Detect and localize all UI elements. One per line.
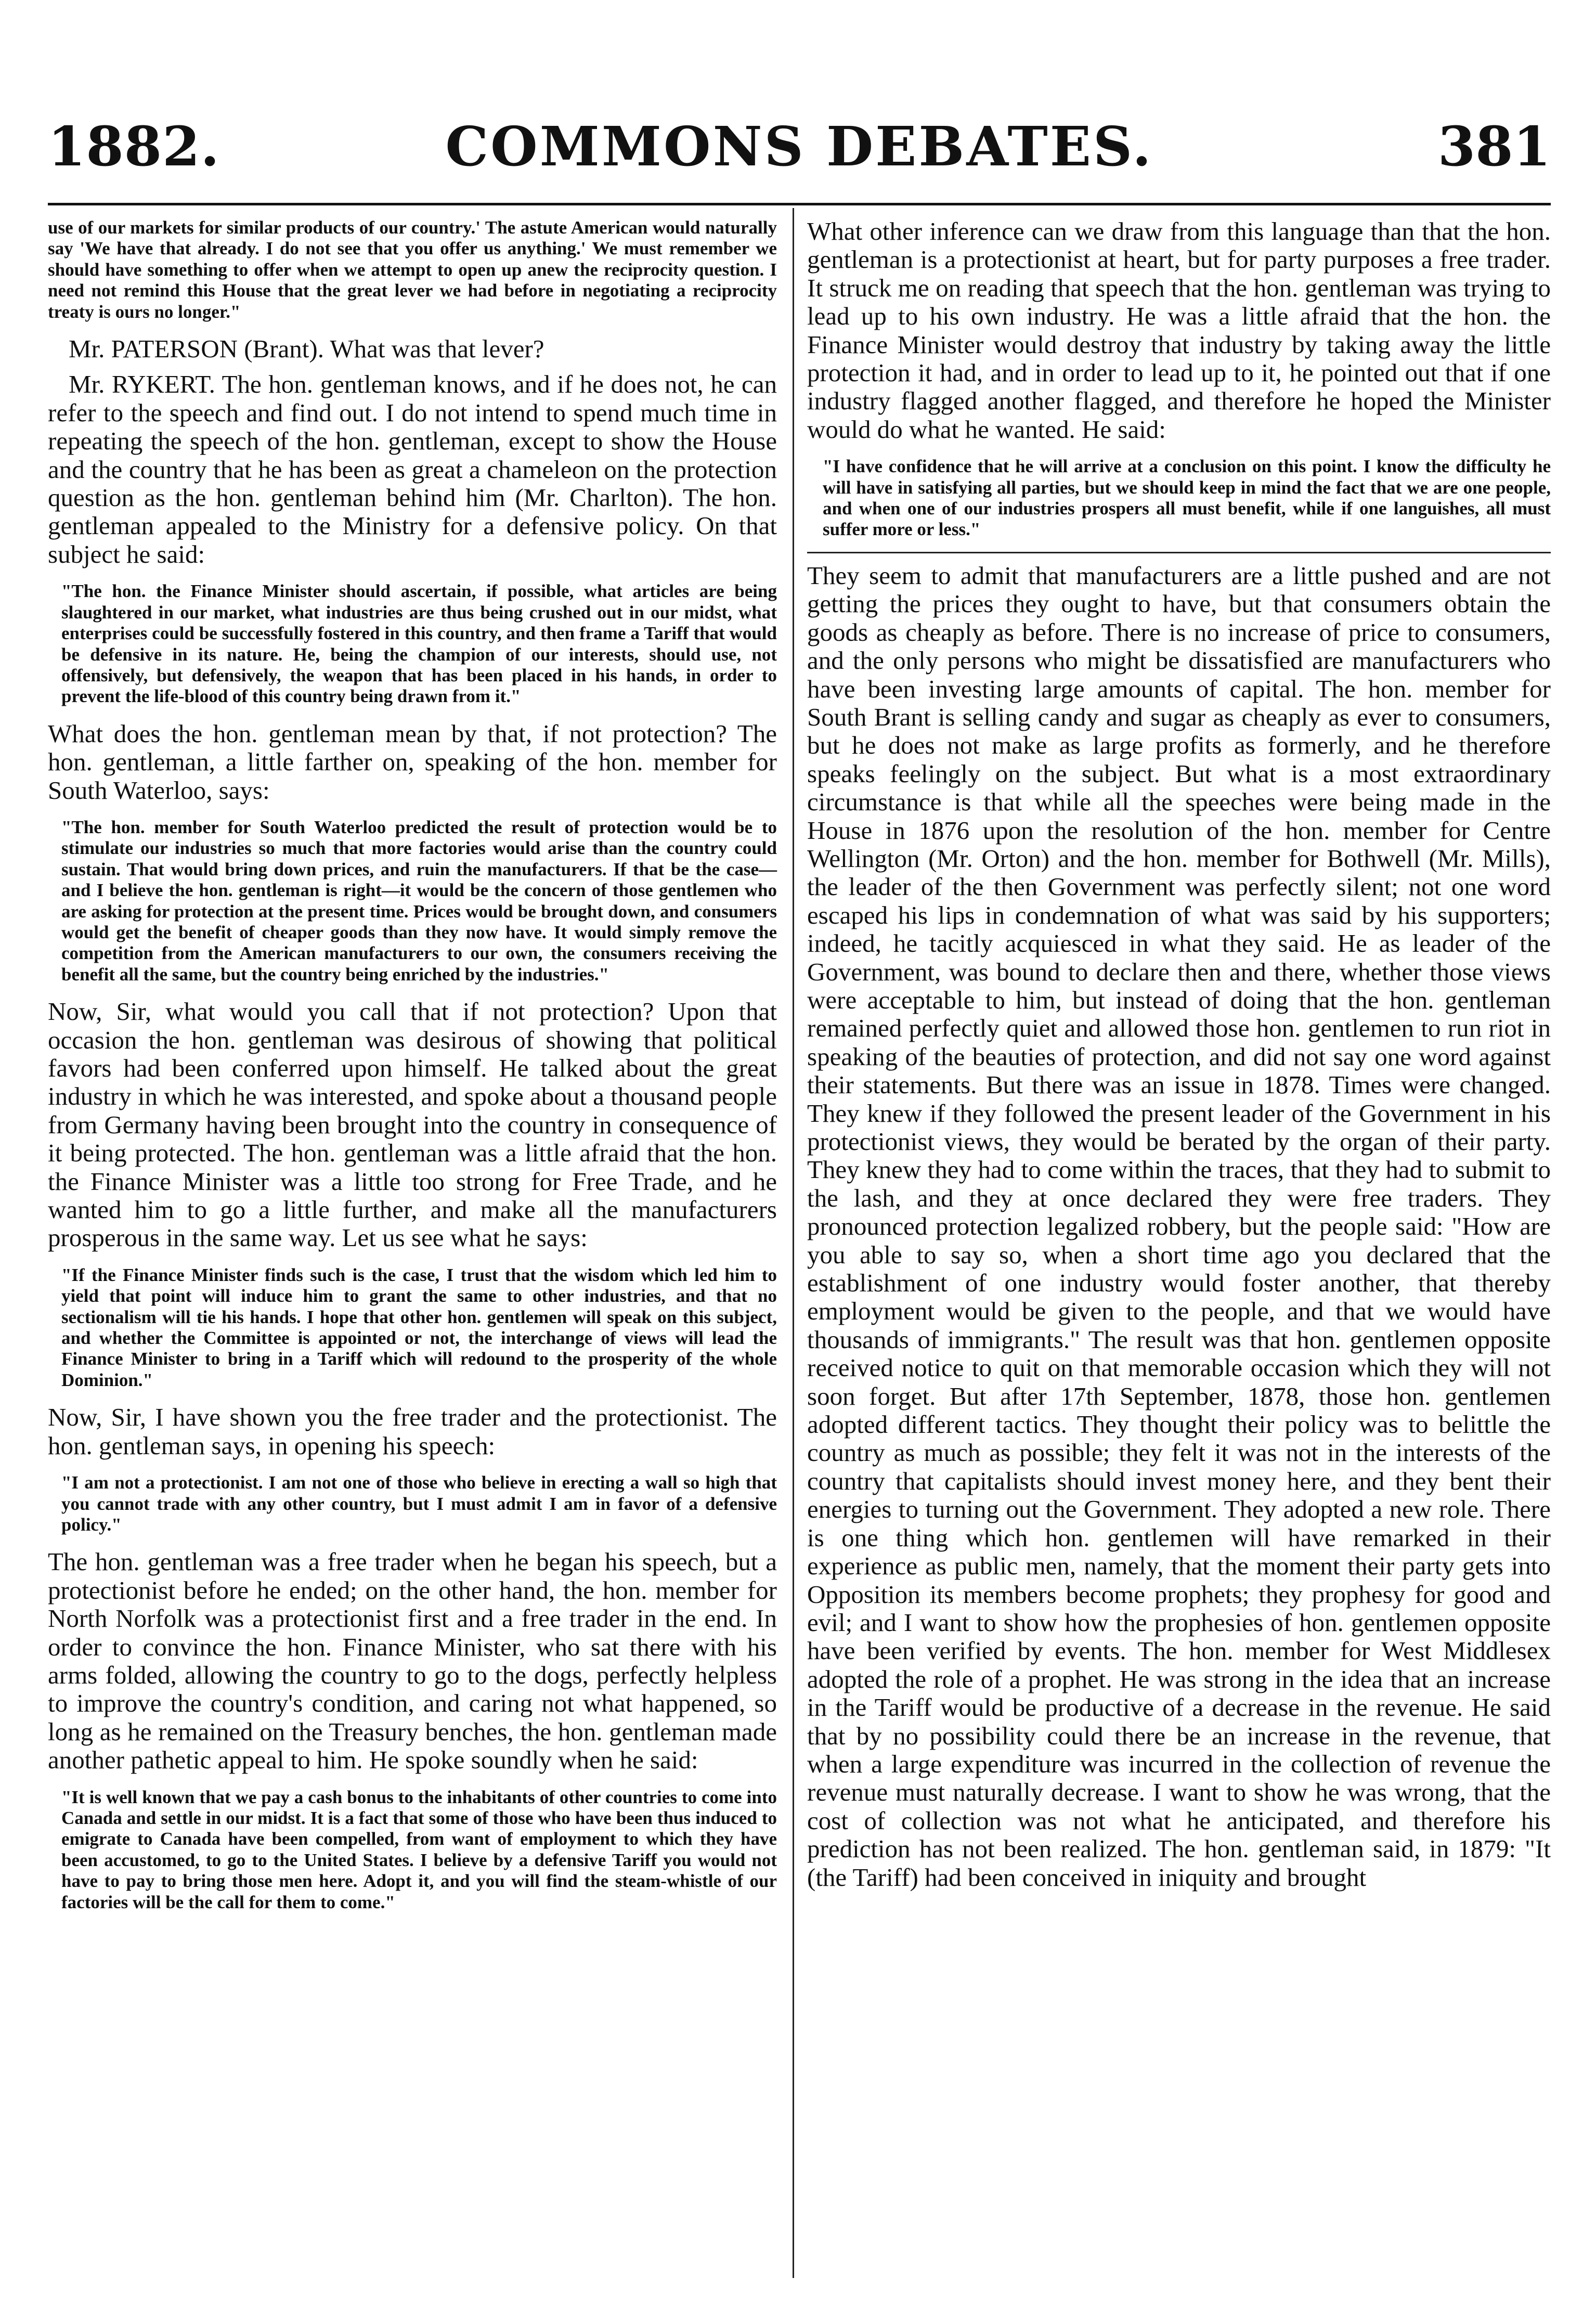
quote-block: use of our markets for similar products of our country.' The astute American would naturally say 'We have that already. I do not see that you offer us anything.' We must remember we should have something to offer when we attempt to open up anew the reciprocity question. I need not remind this House that the great lever we had before in negotiating a reciprocity treaty is ours no longer." <box>48 217 777 322</box>
paragraph: What other inference can we draw from this language than that the hon. gentleman is a protectionist at heart, but for party purposes a free trader. It struck me on reading that speech that the hon. gentleman was trying to lead up to his own industry. He was a little afraid that the hon. the Finance Minister would destroy that industry by taking away the little protection it had, and in order to lead up to it, he pointed out that if one industry flagged another flagged, and therefore he hoped the Minister would do what he wanted. He said: <box>807 217 1551 444</box>
quote-block: "I am not a protectionist. I am not one of those who believe in erecting a wall so high that you cannot trade with any other country, but I must admit I am in favor of a defensive policy." <box>61 1472 777 1535</box>
quote-block: "The hon. the Finance Minister should ascertain, if possible, what articles are being slaughtered in our market, what industries are thus being crushed out in our midst, what enterprises could be successfully fostered in this country, and then frame a Tariff that would be defensive in its nature. He, being the champion of our interests, should use, not offensively, but defensively, the weapon that has been placed in his hands, in order to prevent the life-blood of this country being drawn from it." <box>61 581 777 707</box>
left-column <box>48 217 777 1913</box>
paragraph: The hon. gentleman was a free trader when he began his speech, but a protectionist before he ended; on the other hand, the hon. member for North Norfolk was a protectionist first and a free trader in the end. In order to convince the hon. Finance Minister, who sat there with his arms folded, allowing the country to go to the dogs, perfectly helpless to improve the country's condition, and caring not what happened, so long as he remained on the Treasury benches, the hon. gentleman made another pathetic appeal to him. He spoke soundly when he said: <box>48 1547 777 1775</box>
header-title: COMMONS DEBATES. <box>445 114 1153 178</box>
header-year: 1882. <box>48 114 220 178</box>
page-header <box>48 114 1551 182</box>
paragraph: What does the hon. gentleman mean by that, if not protection? The hon. gentleman, a little farther on, speaking of the hon. member for South Waterloo, says: <box>48 719 777 805</box>
quote-block: "If the Finance Minister finds such is the case, I trust that the wisdom which led him to yield that point will induce him to grant the same to other industries, and that no sectionalism will tie his hands. I hope that other hon. gentlemen will speak on this subject, and whether the Committee is appointed or not, the interchange of views will lead the Finance Minister to bring in a Tariff which will redound to the prosperity of the whole Dominion." <box>61 1264 777 1390</box>
header-rule <box>48 203 1551 205</box>
paragraph: Now, Sir, I have shown you the free trader and the protectionist. The hon. gentleman says, in opening his speech: <box>48 1403 777 1460</box>
right-column <box>807 217 1551 1892</box>
paragraph: Mr. RYKERT. The hon. gentleman knows, and if he does not, he can refer to the speech and find out. I do not intend to spend much time in repeating the speech of the hon. gentleman, except to show the House and the country that he has been as great a chameleon on the protection question as the hon. gentleman behind him (Mr. Charlton). The hon. gentleman appealed to the Ministry for a defensive policy. On that subject he said: <box>48 370 777 568</box>
quote-block: "It is well known that we pay a cash bonus to the inhabitants of other countries to come into Canada and settle in our midst. It is a fact that some of those who have been thus induced to emigrate to Canada have been compelled, from want of employment to which they have been accustomed, to go to the United States. I believe by a defensive Tariff you would not have to pay to bring those men here. Adopt it, and you will find the steam-whistle of our factories will be the call for them to come." <box>61 1787 777 1912</box>
section-divider <box>807 552 1551 553</box>
header-page-number: 381 <box>1437 114 1551 178</box>
quote-block: "I have confidence that he will arrive at a conclusion on this point. I know the difficulty he will have in satisfying all parties, but we should keep in mind the fact that we are one people, and when one of our industries prospers all must benefit, while if one languishes, all must suffer more or less." <box>823 456 1551 540</box>
paragraph: They seem to admit that manufacturers are a little pushed and are not getting the prices they ought to have, but that consumers obtain the goods as cheaply as before. There is no increase of price to consumers, and the only persons who might be dissatisfied are manufacturers who have been investing large amounts of capital. The hon. member for South Brant is selling candy and sugar as cheaply as ever to consumers, but he does not make as large profits as formerly, and he therefore speaks feelingly on the subject. But what is a most extraordinary circumstance is that while all the speeches were being made in the House in 1876 upon the resolution of the hon. member for Centre Wellington (Mr. Orton) and the hon. member for Bothwell (Mr. Mills), the leader of the then Government was perfectly silent; not one word escaped his lips in condemnation of what was said by his supporters; indeed, he tacitly acquiesced in what they said. He as leader of the Government, was bound to declare then and there, whether those views were acceptable to him, but instead of doing that the hon. gentleman remained perfectly quiet and allowed those hon. gentlemen to run riot in speaking of the beauties of protection, and did not say one word against their statements. But there was an issue in 1878. Times were changed. They knew if they followed the present leader of the Government in his protectionist views, they would be berated by the organ of their party. They knew they had to come within the traces, that they had to submit to the lash, and they at once declared they were free traders. They pronounced protection legalized robbery, but the people said: "How are you able to say so, when a short time ago you declared that the establishment of one industry would foster another, that thereby employment would be given to the people, and that we would have thousands of immigrants." The result was that hon. gentlemen opposite received notice to quit on that memorable occasion which they will not soon forget. But after 17th September, 1878, those hon. gentlemen adopted different tactics. They thought their policy was to belittle the country as much as possible; they felt it was not in the interests of the country that capitalists should invest money here, and they bent their energies to turning out the Government. They adopted a new role. There is one thing which hon. gentlemen will have remarked in their experience as public men, namely, that the moment their party gets into Opposition its members become prophets; they prophesy for good and evil; and I want to show how the prophesies of hon. gentlemen opposite have been verified by events. The hon. member for West Middlesex adopted the role of a prophet. He was strong in the idea that an increase in the Tariff would be productive of a decrease in the revenue. He said that by no possibility could there be an increase in the revenue, that when a large expenditure was incurred in the collection of revenue the revenue must naturally decrease. I want to show he was wrong, that the cost of collection was not what he anticipated, and therefore his prediction has not been realized. The hon. gentleman said, in 1879: "It (the Tariff) had been conceived in iniquity and brought <box>807 561 1551 1892</box>
quote-block: "The hon. member for South Waterloo predicted the result of protection would be to stimulate our industries so much that more factories would arise than the country could sustain. That would bring down prices, and ruin the manufacturers. If that be the case—and I believe the hon. gentleman is right—it would be the concern of those gentlemen who are asking for protection at the present time. Prices would be brought down, and consumers would get the benefit of cheaper goods than they now have. It would simply remove the competition from the American manufacturers to our own, the consumers receiving the benefit all the same, but the country being enriched by the industries." <box>61 817 777 985</box>
paragraph: Mr. PATERSON (Brant). What was that lever? <box>69 334 544 364</box>
column-divider <box>793 208 794 2278</box>
paragraph: Now, Sir, what would you call that if not protection? Upon that occasion the hon. gentleman was desirous of showing that political favors had been conferred upon himself. He talked about the great industry in which he was interested, and spoke about a thousand people from Germany having been brought into the country in consequence of it being protected. The hon. gentleman was a little afraid that the hon. the Finance Minister was a little too strong for Free Trade, and he wanted him to go a little further, and make all the manufacturers prosperous in the same way. Let us see what he says: <box>48 997 777 1252</box>
